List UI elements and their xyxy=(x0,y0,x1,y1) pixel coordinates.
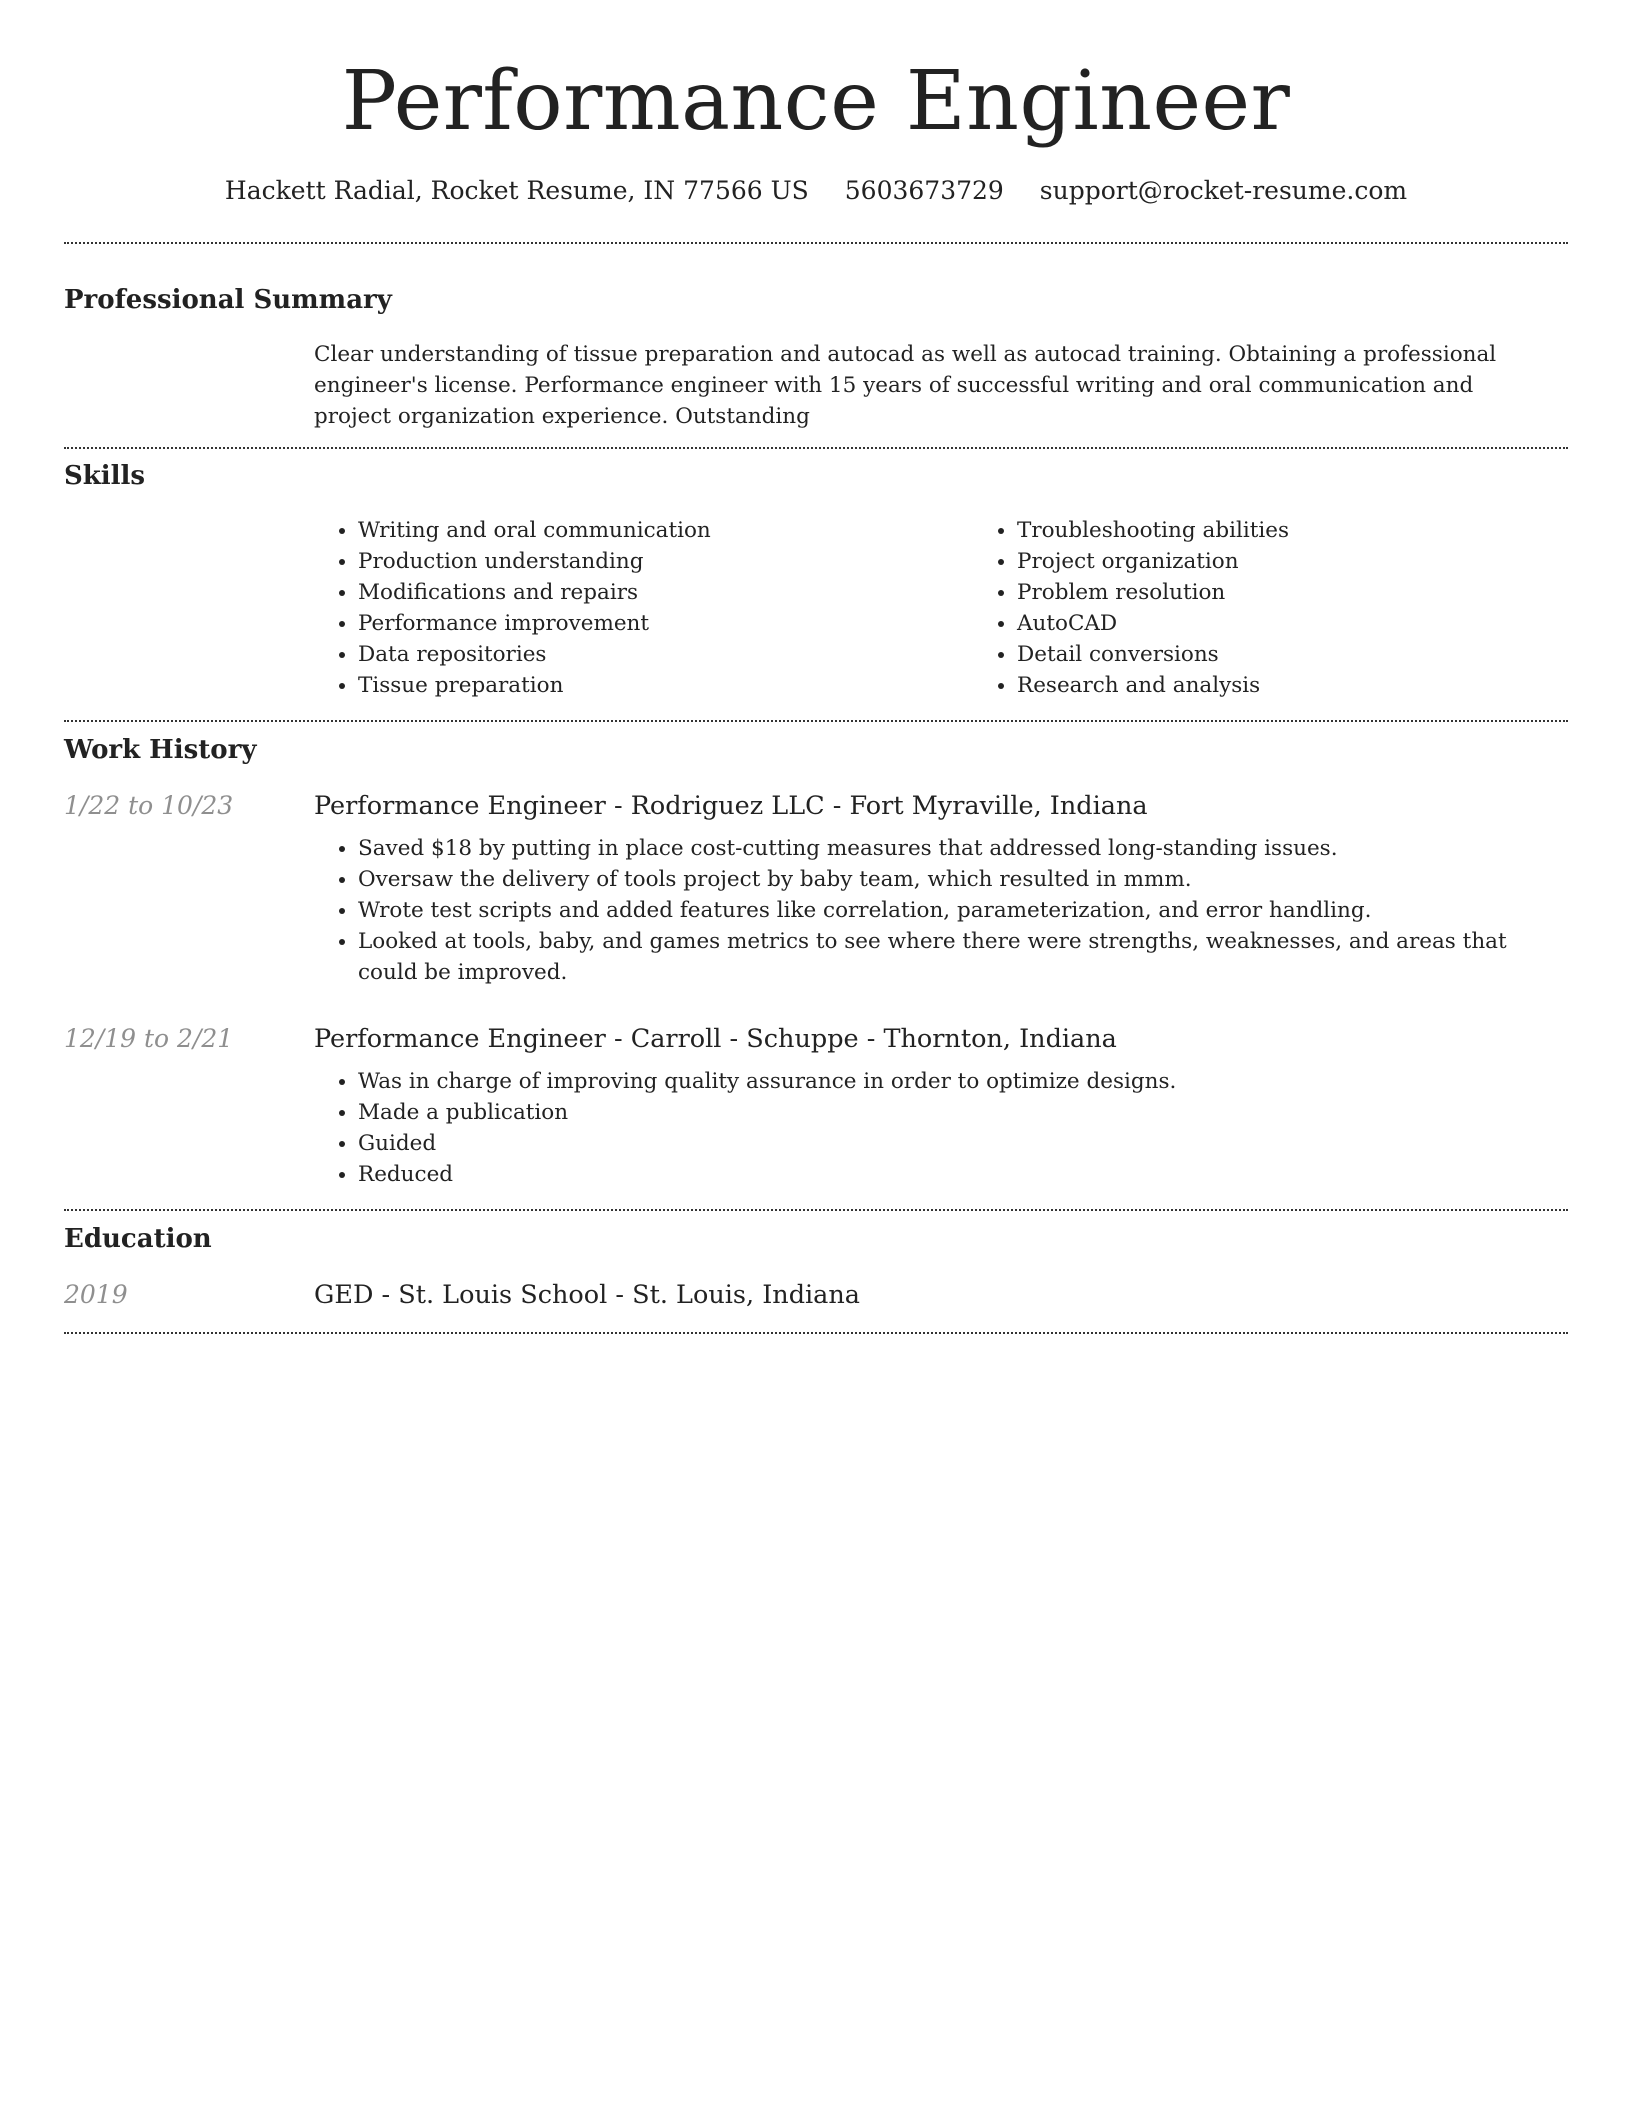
job-bullet: • Reduced xyxy=(358,1159,1568,1190)
job-dates: 12/19 to 2/21 xyxy=(64,1024,234,1053)
job-bullet: • Guided xyxy=(358,1128,1568,1159)
job-heading: Performance Engineer - Rodriguez LLC - Fort Myraville, Indiana xyxy=(314,791,1148,821)
skill-item: • Modifications and repairs xyxy=(358,577,973,608)
job-heading: Performance Engineer - Carroll - Schuppe - Thornton, Indiana xyxy=(314,1024,1117,1054)
skill-item: • Writing and oral communication xyxy=(358,515,973,546)
job-entry xyxy=(64,1022,1568,1190)
skill-item: • Troubleshooting abilities xyxy=(1017,515,1632,546)
job-entry xyxy=(64,789,1568,988)
skill-item: • Performance improvement xyxy=(358,608,973,639)
skill-item: • Data repositories xyxy=(358,639,973,670)
contact-line xyxy=(64,174,1568,208)
skill-item: • AutoCAD xyxy=(1017,608,1632,639)
summary-section xyxy=(64,283,1568,432)
job-bullet: • Oversaw the delivery of tools project by baby team, which resulted in mmm. xyxy=(358,864,1568,895)
divider xyxy=(64,720,1568,722)
contact-phone: 5603673729 xyxy=(844,176,1004,205)
skill-item: • Research and analysis xyxy=(1017,670,1632,701)
job-bullet: • Wrote test scripts and added features like correlation, parameterization, and error handling. xyxy=(358,895,1568,926)
skills-list-right xyxy=(973,515,1632,701)
skill-item: • Tissue preparation xyxy=(358,670,973,701)
skills-section xyxy=(64,459,1568,701)
job-bullet: • Made a publication xyxy=(358,1097,1568,1128)
skill-item: • Project organization xyxy=(1017,546,1632,577)
summary-title: Professional Summary xyxy=(64,285,392,315)
skill-item: • Production understanding xyxy=(358,546,973,577)
skills-title: Skills xyxy=(64,461,146,491)
candidate-name: Performance Engineer xyxy=(341,54,1291,149)
job-bullet: • Looked at tools, baby, and games metrics to see where there were strengths, weaknesses, and areas that could be improved. xyxy=(358,926,1568,988)
job-bullets xyxy=(314,833,1568,988)
divider xyxy=(64,447,1568,449)
resume-page xyxy=(64,0,1568,1334)
contact-address: Hackett Radial, Rocket Resume, IN 77566 US xyxy=(224,176,809,205)
job-bullet: • Saved $18 by putting in place cost-cutting measures that addressed long-standing issues. xyxy=(358,833,1568,864)
divider xyxy=(64,1209,1568,1211)
divider xyxy=(64,242,1568,244)
skill-item: • Problem resolution xyxy=(1017,577,1632,608)
education-line: GED - St. Louis School - St. Louis, Indiana xyxy=(314,1280,860,1310)
education-section xyxy=(64,1222,1568,1312)
work-title: Work History xyxy=(64,735,257,765)
divider xyxy=(64,1332,1568,1334)
skills-list-left xyxy=(314,515,973,701)
job-bullets xyxy=(314,1066,1568,1190)
job-dates: 1/22 to 10/23 xyxy=(64,791,234,820)
education-date: 2019 xyxy=(64,1280,128,1309)
job-bullet: • Was in charge of improving quality assurance in order to optimize designs. xyxy=(358,1066,1568,1097)
skill-item: • Detail conversions xyxy=(1017,639,1632,670)
contact-email[interactable]: support@rocket-resume.com xyxy=(1039,176,1408,205)
education-title: Education xyxy=(64,1224,212,1254)
skills-columns xyxy=(314,515,1632,701)
summary-text: Clear understanding of tissue preparation and autocad as well as autocad training. Obtaining a professional engineer's license. Performance engineer with 15 years of successful writing and oral communication and project organization experience. Outstanding xyxy=(314,342,1497,429)
education-entry xyxy=(64,1278,1568,1312)
work-section xyxy=(64,733,1568,1190)
